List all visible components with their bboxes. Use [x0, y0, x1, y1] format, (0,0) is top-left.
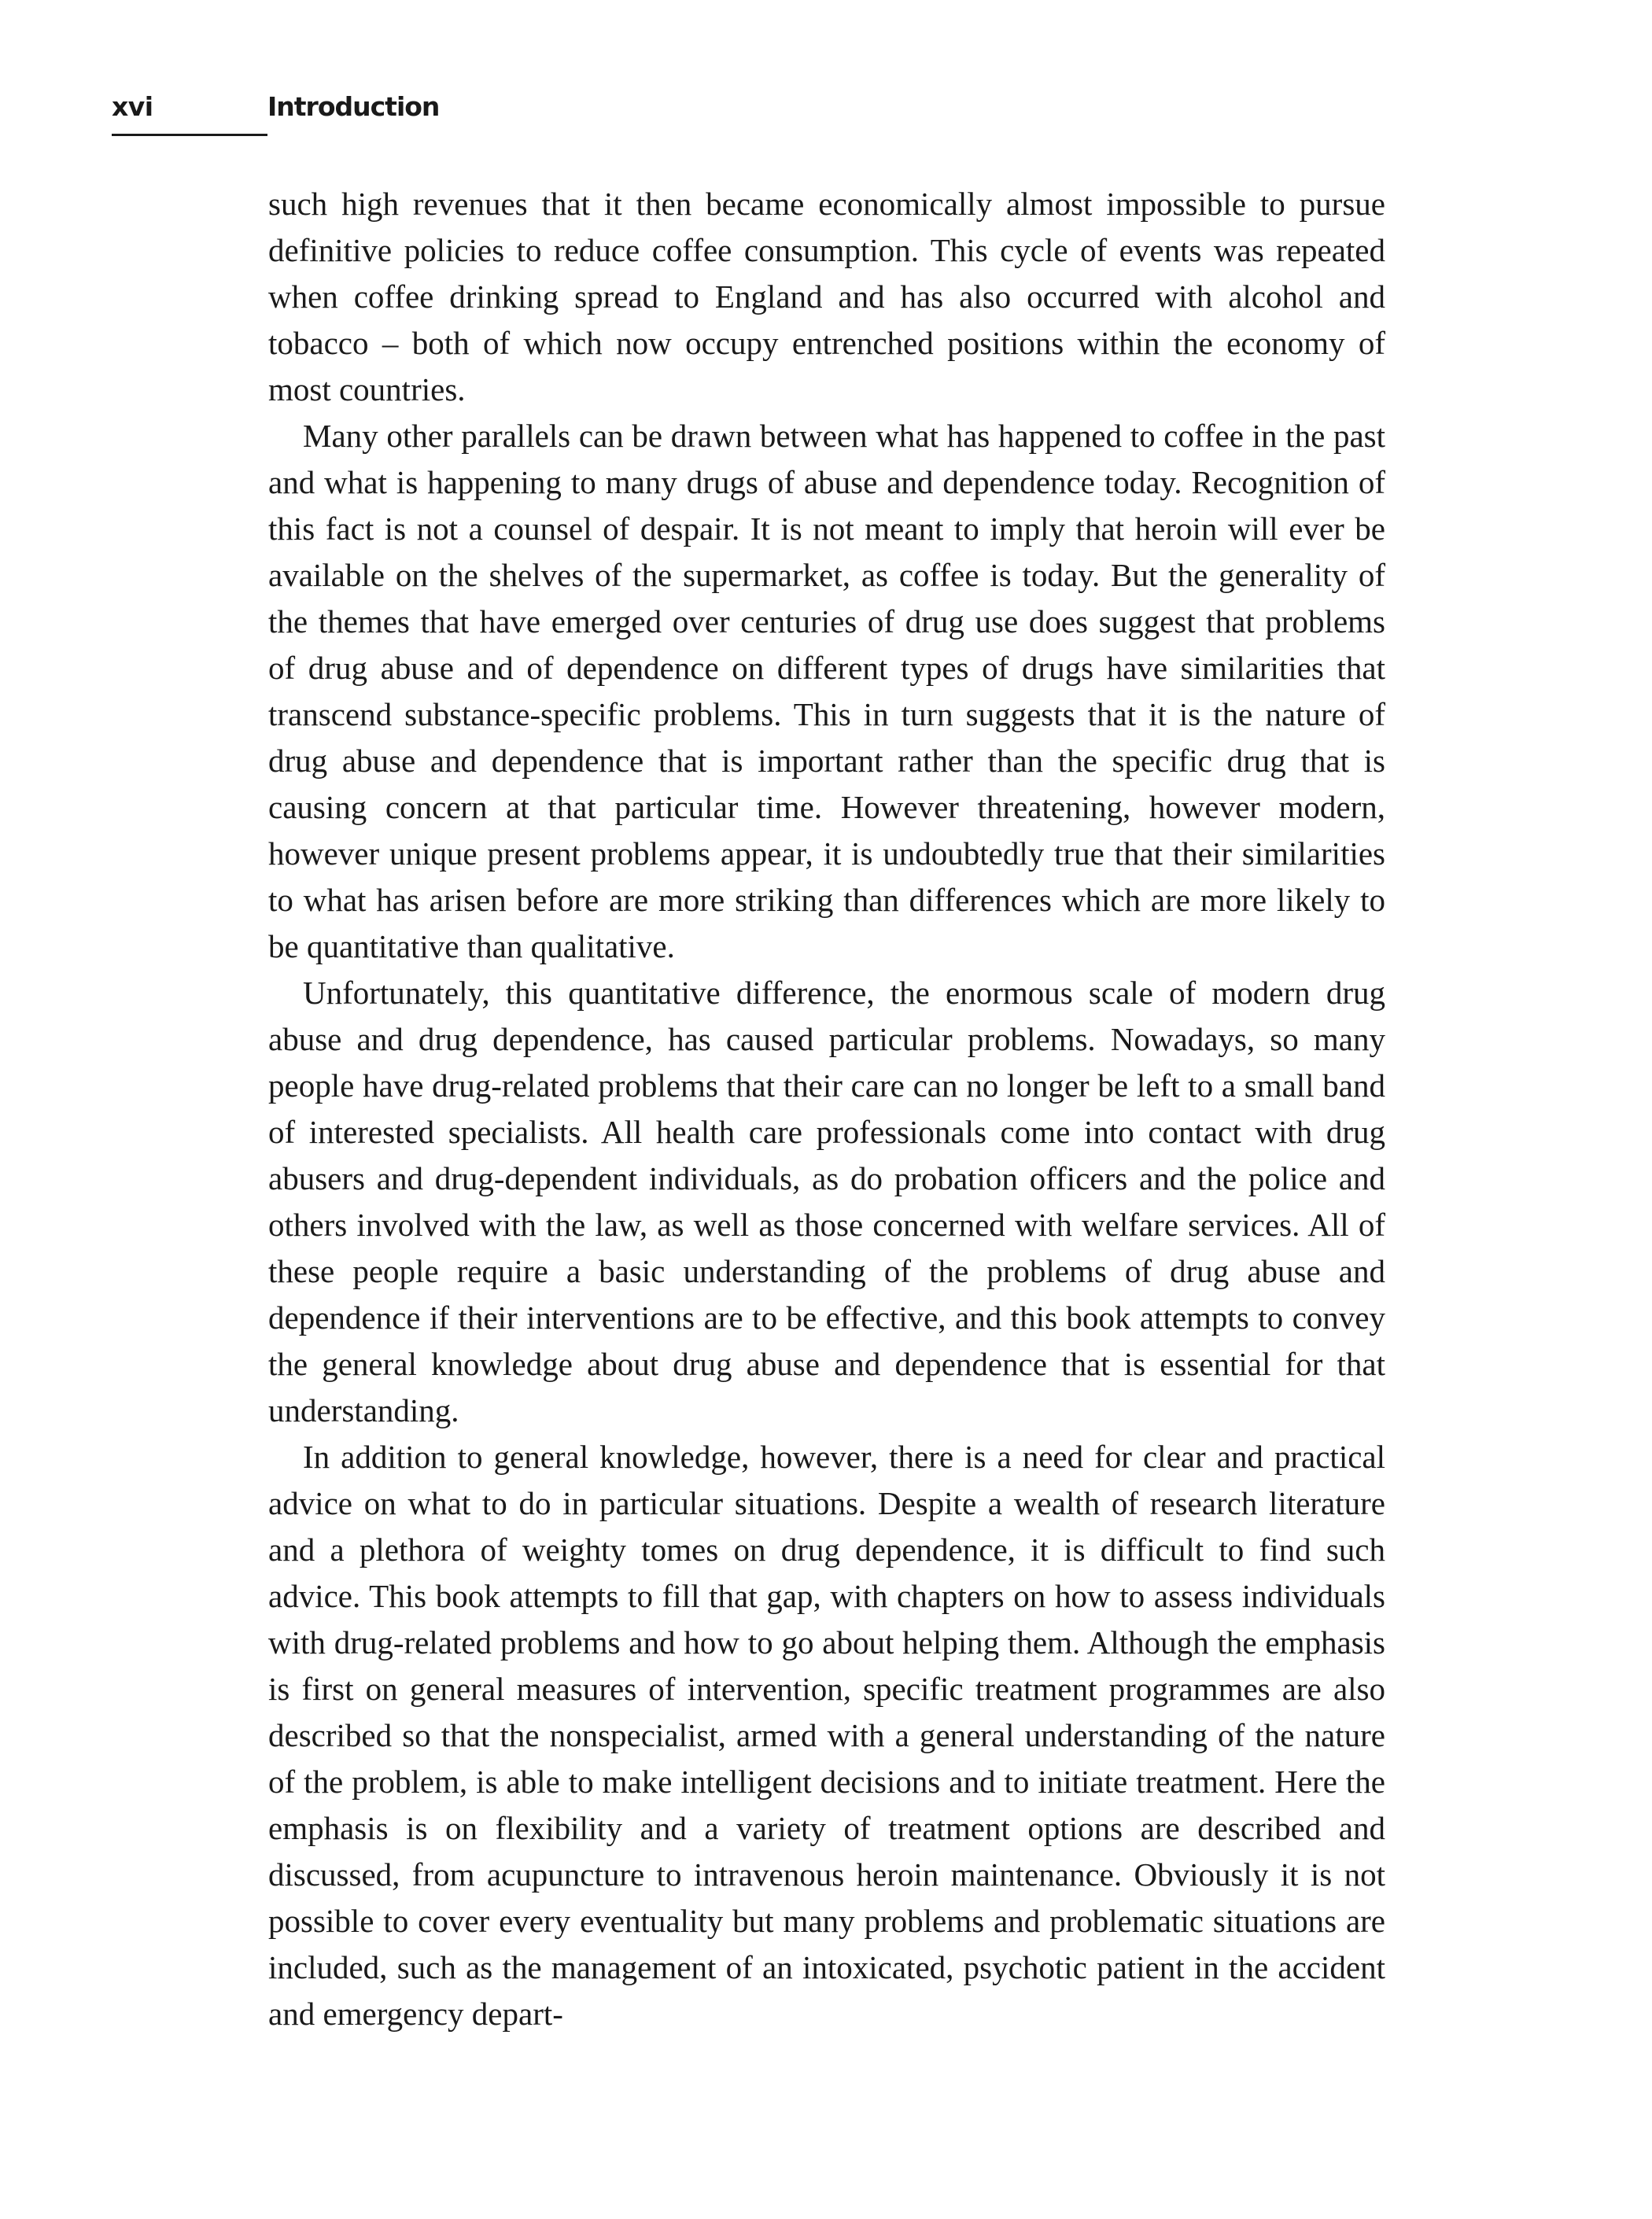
paragraph-1: such high revenues that it then became economically almost impossible to pursue definitive policies to reduce coffee consumption. This cycle of events was repeated when coffee drinking spread to England and has also occurred with alcohol and tobacco – both of which now occupy entrenched positions within the economy of most countries.	[268, 186, 1385, 407]
header-rule	[112, 134, 267, 136]
paragraph-4: In addition to general knowledge, however, there is a need for clear and practical advice on what to do in particular situations. Despite a wealth of research literature and a plethora of weighty tomes on drug dependence, it is difficult to find such advice. This book attempts to fill that gap, with chapters on how to assess individuals with drug-related problems and how to go about helping them. Although the emphasis is first on general measures of intervention, specific treatment programmes are also described so that the nonspecialist, armed with a general understanding of the nature of the problem, is able to make intelligent decisions and to initiate treatment. Here the emphasis is on flexibility and a variety of treatment options are described and discussed, from acupuncture to intravenous heroin maintenance. Obviously it is not possible to cover every eventuality but many problems and problematic situations are included, such as the management of an intoxicated, psychotic patient in the accident and emergency depart-	[268, 1439, 1385, 2032]
paragraph-2: Many other parallels can be drawn between what has happened to coffee in the past and what is happening to many drugs of abuse and dependence today. Recognition of this fact is not a counsel of despair. It is not meant to imply that heroin will ever be available on the shelves of the supermarket, as coffee is today. But the generality of the themes that have emerged over centuries of drug use does suggest that problems of drug abuse and of dependence on different types of drugs have similarities that transcend substance-specific problems. This in turn suggests that it is the nature of drug abuse and dependence that is important rather than the specific drug that is causing concern at that particular time. However threatening, however modern, however unique present problems appear, it is undoubtedly true that their similarities to what has arisen before are more striking than differences which are more likely to be quantitative than qualitative.	[268, 418, 1385, 964]
running-head-title: Introduction	[267, 91, 440, 122]
paragraph-3: Unfortunately, this quantitative difference, the enormous scale of modern drug abuse and drug dependence, has caused particular problems. Nowadays, so many people have drug-related problems that their care can no longer be left to a small band of interested specialists. All health care professionals come into contact with drug abusers and drug-dependent individuals, as do probation officers and the police and others involved with the law, as well as those concerned with welfare services. All of these people require a basic understanding of the problems of drug abuse and dependence if their interventions are to be effective, and this book attempts to convey the general knowledge about drug abuse and dependence that is essential for that understanding.	[268, 975, 1385, 1428]
body-text	[268, 181, 1385, 2037]
running-head	[112, 85, 1410, 132]
page-number: xvi	[112, 91, 153, 122]
